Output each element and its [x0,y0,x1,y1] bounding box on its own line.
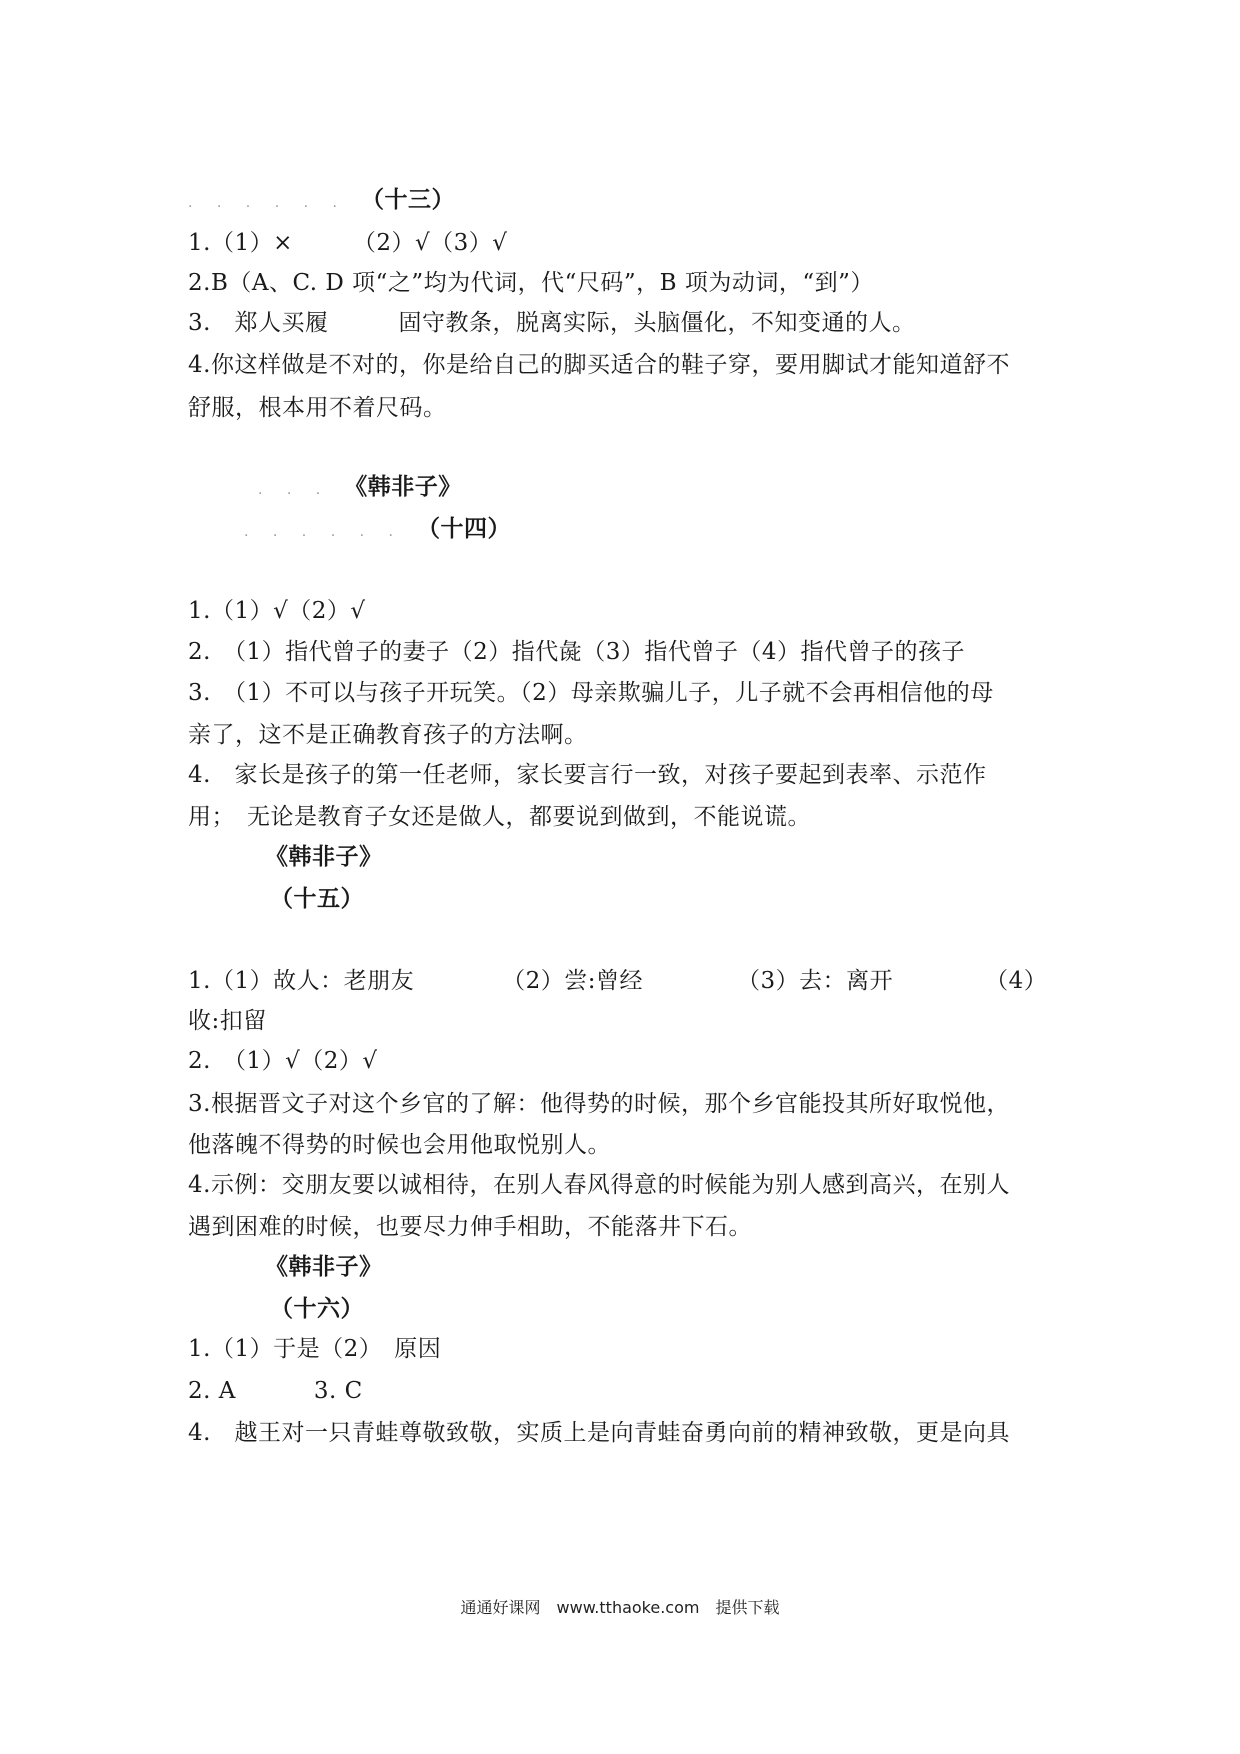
answer-line: 4.示例：交朋友要以诚相待，在别人春风得意的时候能为别人感到高兴，在别人 [188,1172,1010,1198]
answer-line: 收:扣留 [188,1008,267,1034]
answer-line: 亲了，这不是正确教育孩子的方法啊。 [188,722,588,748]
page-footer: 通通好课网 www.tthaoke.com 提供下载 [460,1598,780,1617]
answer-line: 1.（1）于是（2） 原因 [188,1336,442,1362]
section-14-heading [244,514,511,547]
answer-line: 3.根据晋文子对这个乡官的了解：他得势的时候，那个乡官能投其所好取悦他， [188,1091,1010,1117]
section-title: （十四） [416,516,511,542]
section-title: （十三） [360,187,455,213]
book-title: . . . 《韩非子》 [258,474,462,500]
answer-line: 2. A 3. C [188,1378,363,1404]
answer-line: 3. （1）不可以与孩子开玩笑。（2）母亲欺骗儿子，儿子就不会再相信他的母 [188,680,994,706]
answer-line: 用； 无论是教育子女还是做人，都要说到做到，不能说谎。 [188,804,811,830]
answer-line: 他落魄不得势的时候也会用他取悦别人。 [188,1132,611,1158]
leader-dots: . . . . . . [244,524,403,540]
answer-line: 舒服，根本用不着尺码。 [188,395,447,421]
book-title: 《韩非子》 [265,844,383,870]
answer-line: 遇到困难的时候，也要尽力伸手相助，不能落井下石。 [188,1214,752,1240]
section-15-heading: （十五） [270,886,364,912]
answer-line: 1.（1）× （2）√（3）√ [188,230,508,256]
book-title: 《韩非子》 [265,1254,383,1280]
section-16-heading: （十六） [270,1296,364,1322]
answer-line: 2. （1）√（2）√ [188,1048,378,1074]
answer-line: 4. 越王对一只青蛙尊敬致敬，实质上是向青蛙奋勇向前的精神致敬，更是向具 [188,1420,1010,1446]
answer-line: 2. （1）指代曾子的妻子（2）指代彘（3）指代曾子（4）指代曾子的孩子 [188,639,965,665]
answer-line: 1.（1）√（2）√ [188,598,366,624]
section-13-heading [188,185,455,218]
answer-line: 1.（1）故人：老朋友 （2）尝:曾经 （3）去：离开 （4） [188,968,1048,994]
answer-line: 4. 家长是孩子的第一任老师，家长要言行一致，对孩子要起到表率、示范作 [188,762,987,788]
answer-line: 2.B（A、C. D 项“之”均为代词，代“尺码”，B 项为动词，“到”） [188,270,874,296]
answer-line: 3. 郑人买履 固守教条，脱离实际，头脑僵化，不知变通的人。 [188,310,916,336]
answer-line: 4.你这样做是不对的，你是给自己的脚买适合的鞋子穿，要用脚试才能知道舒不 [188,352,1010,378]
leader-dots: . . . . . . [188,195,347,211]
